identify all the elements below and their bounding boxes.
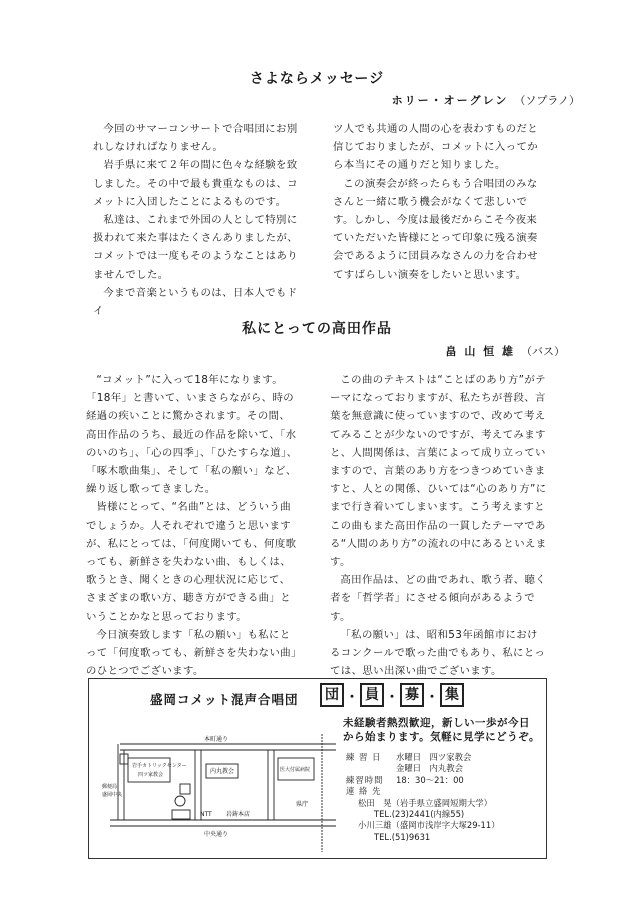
time-label: 練習時間 <box>346 774 384 785</box>
article2-author <box>300 343 565 359</box>
recruit-char: 募 <box>400 683 424 707</box>
map-label: 郵便局 <box>102 784 118 790</box>
article1-author <box>300 92 580 108</box>
article1-right-column <box>333 120 545 284</box>
recruit-char: 集 <box>440 683 464 707</box>
article2-right-column <box>330 371 548 680</box>
paragraph: この曲のテキストは“ことばのあり方”がテーマになっておりますが、私たちが普段、言葉を無意識に使っていますので、改めて考えてみることが少ないのですが、考えてみますと、人間関係は、言葉によって成り立っていますので、言葉のあり方をつきつめていきますと、人との関係、ひいては“心のあり方”にまで行き着いてしまいます。こう考えますとこの曲もまた高田作品の一貫したテーマである“人間のあり方”の流れの中にあるといえます。 <box>330 374 547 569</box>
paragraph: 皆様にとって、“名曲”とは、どういう曲でしょうか。人それぞれで違うと思いますが、私にとっては、「何度聞いても、何度歌っても、新鮮さを失わない曲、もしくは、歌うとき、聞くときの心理状況に応じて、さまざまの歌い方、聴き方ができる曲」ということかなと思っております。 <box>86 501 297 623</box>
map-label: 中央通り <box>204 831 229 838</box>
tagline <box>343 716 540 744</box>
paragraph: 今回のサマーコンサートで合唱団にお別れしなければなりません。 <box>93 123 298 154</box>
practice-label: 練 習 日 <box>346 752 382 762</box>
landmark-circle <box>175 796 185 806</box>
paragraph: 高田作品は、どの曲であれ、歌う者、聴く者を「哲学者」にさせる傾向があるようです。 <box>330 574 547 623</box>
map-label: 県庁 <box>296 801 309 808</box>
paragraph: 岩手県に来て２年の間に色々な経験を致しました。その中で最も貴重なものは、コメットに入団したことによるものです。 <box>93 159 299 208</box>
club-name: 盛岡コメット混声合唱団 <box>150 692 299 707</box>
map-label: 四ツ家教会 <box>138 772 164 778</box>
paragraph: 今まで音楽というものは、日本人でもドイ <box>93 286 298 318</box>
contact-phone: TEL.(23)2441(内線55) <box>374 809 465 820</box>
author-name: ホリー・オーグレン <box>391 94 509 107</box>
map-label: 本町通り <box>204 736 229 743</box>
author-part: （ソプラノ） <box>514 94 580 107</box>
paragraph: ツ人でも共通の人間の心を表わすものだと信じておりましたが、コメットに入ってから本当にその通りだと知りました。 <box>333 123 539 172</box>
tagline-line: から始まります。気軽に見学にどうぞ。 <box>343 731 540 743</box>
practice-info <box>346 752 500 843</box>
recruit-sep: ・ <box>345 689 359 705</box>
recruit-char: 員 <box>360 683 384 707</box>
article2-title: 私にとっての高田作品 <box>242 321 392 337</box>
article1-left-column <box>93 120 305 320</box>
contact-person: 松田 晃（岩手県立盛岡短期大学） <box>358 797 492 808</box>
contact-phone: TEL.(51)9631 <box>374 831 431 842</box>
article1-title: さよならメッセージ <box>249 71 385 87</box>
contact-person: 小川三雄（盛岡市浅岸字大塚29-11） <box>358 820 500 831</box>
map-label: 岩手カトリックセンター <box>132 763 187 769</box>
map-label: NTT <box>200 811 212 818</box>
paragraph: この演奏会が終ったらもう合唱団のみなさんと一緒に歌う機会がなくて悲しいです。しかし、今度は最後だからこそ今夜来ていただいた皆様にとって印象に残る演奏会であるように団員みなさんの力を合わせてすばらしい演奏をしたいと思います。 <box>333 177 539 281</box>
tagline-line: 未経験者熱烈歓迎，新しい一歩が今日 <box>343 717 530 729</box>
recruit-char: 団 <box>320 683 344 707</box>
map-label: 医大付属病院 <box>280 767 311 773</box>
practice-time: 18：30～21：00 <box>396 774 464 785</box>
recruit-sep: ・ <box>385 689 399 705</box>
map-label: 岩鋳本店 <box>226 811 251 818</box>
practice-place: 金曜日 内丸教会 <box>396 763 463 774</box>
map-label: 内丸教会 <box>210 768 235 775</box>
article2-left-column <box>86 371 300 680</box>
author-part: （バス） <box>521 345 565 358</box>
location-map <box>100 724 336 852</box>
paragraph: 「私の願い」は、昭和53年函館市におけるコンクールで歌った曲でもあり、私にとっては、思い出深い曲でございます。 <box>330 628 546 678</box>
contact-label: 連 絡 先 <box>346 786 382 797</box>
recruit-heading <box>320 683 464 707</box>
author-name: 畠 山 恒 雄 <box>445 345 515 358</box>
catholic-center <box>128 758 170 782</box>
map-label: 盛岡中央 <box>102 792 123 798</box>
paragraph: 私達は、これまで外国の人として特別に扱われて来た事はたくさんありましたが、コメットでは一度もそのようなことはありませんでした。 <box>93 214 299 281</box>
paragraph: 今日演奏致します「私の願い」も私にとって「何度歌っても、新鮮さを失わない曲」のひとつでございます。 <box>86 628 297 678</box>
recruit-sep: ・ <box>425 689 439 705</box>
paragraph: “コメット”に入って18年になります。「18年」と書いて、いまさらながら、時の経過の疾いことに驚かされます。その間、高田作品のうち、最近の作品を除いて、「水のいのち」、「心の四季」、「ひたすらな道」、「啄木歌曲集」、そして「私の願い」など、繰り返し歌ってきました。 <box>86 374 298 496</box>
practice-place: 水曜日 四ツ家教会 <box>396 752 472 762</box>
